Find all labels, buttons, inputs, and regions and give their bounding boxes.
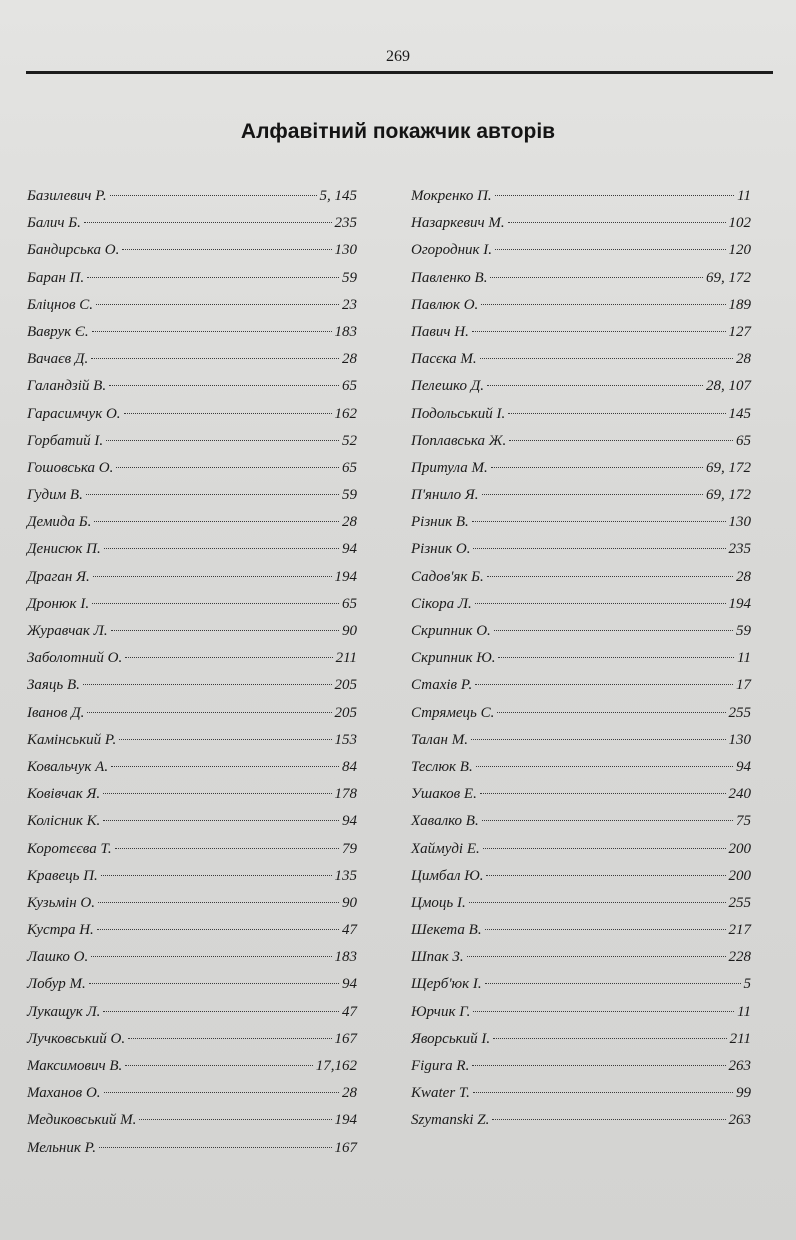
index-entry	[411, 237, 751, 264]
dot-leader	[125, 1052, 312, 1067]
page-numbers: 263	[728, 1112, 751, 1129]
page-numbers: 178	[334, 786, 357, 803]
dot-leader	[467, 943, 726, 958]
index-entry	[27, 971, 357, 998]
page-numbers: 69, 172	[706, 269, 751, 286]
dot-leader	[480, 780, 726, 795]
dot-leader	[92, 317, 332, 332]
index-entry	[27, 700, 357, 727]
page-numbers: 11	[737, 1003, 751, 1020]
author-name: Журавчак Л.	[27, 623, 108, 639]
page-numbers: 47	[342, 922, 357, 939]
dot-leader	[485, 916, 726, 931]
page-numbers: 75	[736, 813, 751, 830]
index-entry	[411, 265, 751, 292]
page-numbers: 194	[334, 568, 357, 585]
dot-leader	[122, 236, 331, 251]
dot-leader	[128, 1024, 331, 1039]
author-name: Цмоць І.	[411, 894, 466, 911]
index-entry	[27, 1135, 357, 1162]
dot-leader	[473, 997, 734, 1012]
author-name: Павич Н.	[411, 323, 469, 340]
page-numbers: 84	[342, 758, 357, 775]
author-name: Павлюк О.	[411, 296, 479, 313]
dot-leader	[497, 698, 725, 713]
dot-leader	[87, 263, 339, 278]
dot-leader	[495, 236, 725, 251]
index-entry	[27, 591, 357, 618]
dot-leader	[98, 888, 339, 903]
author-name: Поплавська Ж.	[411, 432, 507, 449]
author-name: Ковівчак Я.	[27, 786, 101, 803]
dot-leader	[86, 481, 339, 496]
index-entry	[411, 509, 751, 536]
author-name: Огородник І.	[411, 242, 493, 259]
author-name: Пелешко Д.	[411, 378, 485, 395]
page-numbers: 130	[334, 242, 357, 259]
index-entry	[27, 645, 357, 672]
dot-leader	[101, 861, 332, 876]
index-entry	[27, 346, 357, 373]
index-entry	[411, 292, 751, 319]
index-entry	[27, 183, 357, 210]
index-entry	[27, 944, 357, 971]
page-numbers: 183	[334, 323, 357, 340]
index-entry	[411, 999, 751, 1026]
page-numbers: 200	[728, 867, 751, 884]
dot-leader	[116, 453, 339, 468]
dot-leader	[487, 562, 733, 577]
author-name: Хаймуді Е.	[411, 840, 480, 857]
author-name: Садов'як Б.	[411, 568, 484, 585]
page-numbers: 65	[342, 459, 357, 476]
dot-leader	[494, 617, 733, 632]
author-name: Шекета В.	[411, 922, 482, 939]
page-numbers: 211	[335, 650, 357, 667]
dot-leader	[139, 1106, 331, 1121]
dot-leader	[509, 426, 733, 441]
page-numbers: 235	[334, 215, 357, 232]
dot-leader	[103, 780, 331, 795]
dot-leader	[495, 182, 734, 197]
page-numbers: 130	[728, 731, 751, 748]
dot-leader	[124, 399, 332, 414]
dot-leader	[481, 290, 725, 305]
author-name: Денисюк П.	[27, 541, 101, 558]
author-name: Демида Б.	[27, 514, 92, 531]
dot-leader	[91, 345, 339, 360]
index-entry	[411, 591, 751, 618]
index-entry	[27, 265, 357, 292]
author-name: Стрямець С.	[411, 704, 495, 721]
dot-leader	[471, 725, 726, 740]
dot-leader	[84, 209, 332, 224]
author-name: Стахів Р.	[411, 677, 473, 694]
author-name: Іванов Д.	[27, 704, 85, 721]
author-name: Баран П.	[27, 269, 85, 286]
author-name: Павленко В.	[411, 269, 488, 286]
index-entry	[27, 672, 357, 699]
author-name: Камінський Р.	[27, 731, 117, 748]
index-entry	[411, 1080, 751, 1107]
index-entry	[27, 890, 357, 917]
author-name: Юрчик Г.	[411, 1003, 471, 1020]
index-entry	[27, 482, 357, 509]
header-rule	[26, 71, 773, 74]
index-entry	[411, 971, 751, 998]
page-numbers: 94	[342, 541, 357, 558]
dot-leader	[475, 671, 733, 686]
page-numbers: 94	[736, 758, 751, 775]
page-numbers: 28	[736, 351, 751, 368]
dot-leader	[103, 807, 339, 822]
index-entry	[27, 319, 357, 346]
page-numbers: 145	[728, 405, 751, 422]
dot-leader	[119, 725, 331, 740]
author-name: Теслюк В.	[411, 758, 473, 775]
dot-leader	[508, 209, 726, 224]
dot-leader	[92, 589, 339, 604]
author-name: Бліцнов С.	[27, 296, 94, 313]
author-name: Горбатий І.	[27, 432, 104, 449]
index-entry	[27, 999, 357, 1026]
index-entry	[411, 836, 751, 863]
dot-leader	[472, 1052, 725, 1067]
dot-leader	[115, 834, 339, 849]
page-numbers: 90	[342, 894, 357, 911]
index-entry	[411, 373, 751, 400]
index-entry	[411, 944, 751, 971]
author-name: Балич Б.	[27, 215, 81, 232]
index-entry	[411, 401, 751, 428]
index-entry	[27, 727, 357, 754]
page-numbers: 17,162	[315, 1058, 357, 1074]
page-numbers: 205	[334, 704, 357, 721]
author-name: Колісник К.	[27, 813, 101, 830]
dot-leader	[498, 644, 734, 659]
author-name: Різник О.	[411, 541, 471, 558]
page-numbers: 11	[737, 188, 751, 204]
page-numbers: 228	[728, 949, 751, 966]
dot-leader	[106, 426, 339, 441]
index-entry	[27, 1080, 357, 1107]
page-numbers: 90	[342, 623, 357, 639]
author-name: Сікора Л.	[411, 595, 472, 612]
dot-leader	[490, 263, 703, 278]
dot-leader	[472, 508, 726, 523]
page-numbers: 255	[728, 894, 751, 911]
page-numbers: 99	[736, 1085, 751, 1102]
page-numbers: 217	[728, 922, 751, 939]
page-numbers: 94	[342, 976, 357, 993]
index-entry	[411, 863, 751, 890]
author-name: Яворський І.	[411, 1030, 491, 1047]
author-name: Галандзій В.	[27, 378, 107, 395]
author-name: Мельник Р.	[27, 1139, 97, 1156]
author-name: Пасєка М.	[411, 351, 477, 368]
dot-leader	[473, 535, 725, 550]
page-numbers: 28	[342, 514, 357, 531]
dot-leader	[492, 1106, 725, 1121]
author-name: Кравець П.	[27, 867, 98, 884]
author-name: Назаркевич М.	[411, 215, 505, 232]
dot-leader	[104, 535, 339, 550]
author-name: Лобур М.	[27, 976, 86, 993]
author-name: Ковальчук А.	[27, 758, 109, 775]
index-entry	[27, 618, 357, 645]
dot-leader	[91, 943, 331, 958]
dot-leader	[472, 317, 726, 332]
index-entry	[411, 890, 751, 917]
page-numbers: 59	[342, 487, 357, 504]
author-name: Базилевич Р.	[27, 188, 107, 204]
author-name: Драган Я.	[27, 568, 90, 585]
page-numbers: 23	[342, 296, 357, 313]
page-numbers: 130	[728, 514, 751, 531]
page-numbers: 65	[342, 378, 357, 395]
author-name: Талан М.	[411, 731, 468, 748]
author-name: Лукащук Л.	[27, 1003, 101, 1020]
dot-leader	[96, 290, 339, 305]
page-numbers: 28	[342, 351, 357, 368]
dot-leader	[486, 861, 725, 876]
index-entry	[411, 917, 751, 944]
dot-leader	[473, 1079, 733, 1094]
page-numbers: 102	[728, 215, 751, 232]
page-numbers: 167	[334, 1139, 357, 1156]
dot-leader	[482, 481, 703, 496]
index-entry	[411, 672, 751, 699]
dot-leader	[99, 1133, 331, 1148]
page-numbers: 183	[334, 949, 357, 966]
author-name: Коротєєва Т.	[27, 840, 112, 857]
index-entry	[27, 373, 357, 400]
page-numbers: 28, 107	[706, 378, 751, 395]
index-entry	[411, 536, 751, 563]
dot-leader	[97, 916, 339, 931]
page-numbers: 69, 172	[706, 459, 751, 476]
author-name: Ушаков Е.	[411, 786, 477, 803]
author-name: Заболотний О.	[27, 650, 123, 667]
page-numbers: 94	[342, 813, 357, 830]
page-numbers: 11	[737, 650, 751, 667]
author-name: Дронюк І.	[27, 595, 90, 612]
page-numbers: 59	[736, 623, 751, 639]
author-name: Подольський І.	[411, 405, 506, 422]
index-entry	[411, 727, 751, 754]
author-name: Хавалко В.	[411, 813, 479, 830]
page-numbers: 167	[334, 1030, 357, 1047]
author-name: Різник В.	[411, 514, 469, 531]
page-number: 269	[386, 48, 410, 65]
author-name: Шпак З.	[411, 949, 464, 966]
author-name: Цимбал Ю.	[411, 867, 484, 884]
page-numbers: 194	[334, 1112, 357, 1129]
dot-leader	[111, 752, 339, 767]
dot-leader	[487, 372, 703, 387]
author-name: Заяць В.	[27, 677, 80, 694]
index-entry	[411, 1053, 751, 1080]
author-name: Максимович В.	[27, 1058, 123, 1074]
index-entry	[411, 210, 751, 237]
author-name: Притула М.	[411, 459, 488, 476]
author-name: Кузьмін О.	[27, 894, 95, 911]
dot-leader	[476, 752, 733, 767]
index-entry	[411, 754, 751, 781]
index-entry	[411, 781, 751, 808]
page-numbers: 200	[728, 840, 751, 857]
author-name: Маханов О.	[27, 1085, 101, 1102]
page-numbers: 255	[728, 704, 751, 721]
index-entry	[27, 428, 357, 455]
index-entry	[27, 1026, 357, 1053]
index-entry	[27, 509, 357, 536]
author-name: Скрипник Ю.	[411, 650, 496, 667]
index-entry	[27, 917, 357, 944]
dot-leader	[83, 671, 332, 686]
dot-leader	[89, 970, 339, 985]
dot-leader	[111, 617, 339, 632]
page-numbers: 28	[736, 568, 751, 585]
author-name: Ваврук Є.	[27, 323, 89, 340]
dot-leader	[480, 345, 733, 360]
dot-leader	[104, 1079, 339, 1094]
dot-leader	[475, 589, 726, 604]
index-entry	[27, 808, 357, 835]
page-numbers: 205	[334, 677, 357, 694]
page-numbers: 263	[728, 1058, 751, 1074]
index-entry	[411, 455, 751, 482]
dot-leader	[94, 508, 339, 523]
page-numbers: 127	[728, 323, 751, 340]
page-numbers: 59	[342, 269, 357, 286]
author-name: Скрипник О.	[411, 623, 491, 639]
author-name: Лашко О.	[27, 949, 89, 966]
dot-leader	[109, 372, 339, 387]
page-numbers: 211	[729, 1030, 751, 1047]
index-entry	[411, 183, 751, 210]
author-name: Бандирська О.	[27, 242, 120, 259]
page-numbers: 5	[743, 976, 751, 993]
page-numbers: 162	[334, 405, 357, 422]
dot-leader	[469, 888, 726, 903]
index-entry	[411, 482, 751, 509]
dot-leader	[485, 970, 741, 985]
page-numbers: 5, 145	[319, 188, 357, 204]
index-entry	[27, 237, 357, 264]
index-entry	[27, 292, 357, 319]
index-entry	[27, 401, 357, 428]
page-numbers: 52	[342, 432, 357, 449]
author-name: Вачаєв Д.	[27, 351, 89, 368]
author-name: Гошовська О.	[27, 459, 114, 476]
index-entry	[27, 1107, 357, 1134]
page-numbers: 47	[342, 1003, 357, 1020]
author-name: Figura R.	[411, 1058, 470, 1074]
page-numbers: 17	[736, 677, 751, 694]
index-entry	[411, 808, 751, 835]
index-entry	[411, 428, 751, 455]
page-numbers: 240	[728, 786, 751, 803]
index-entry	[27, 863, 357, 890]
dot-leader	[483, 834, 726, 849]
index-entry	[411, 618, 751, 645]
index-entry	[27, 536, 357, 563]
page-numbers: 153	[334, 731, 357, 748]
author-name: Медиковський М.	[27, 1112, 137, 1129]
index-column-right	[411, 183, 751, 1135]
index-column-left	[27, 183, 357, 1162]
author-name: Гудим В.	[27, 487, 83, 504]
page-numbers: 65	[342, 595, 357, 612]
author-name: Szymanski Z.	[411, 1112, 490, 1129]
author-name: Kwater T.	[411, 1085, 470, 1102]
index-entry	[27, 1053, 357, 1080]
dot-leader	[93, 562, 332, 577]
author-name: Гарасимчук О.	[27, 405, 121, 422]
dot-leader	[482, 807, 733, 822]
dot-leader	[103, 997, 339, 1012]
dot-leader	[493, 1024, 726, 1039]
index-entry	[411, 1026, 751, 1053]
page-numbers: 194	[728, 595, 751, 612]
author-name: Щерб'юк І.	[411, 976, 482, 993]
dot-leader	[491, 453, 703, 468]
index-entry	[27, 564, 357, 591]
page-numbers: 69, 172	[706, 487, 751, 504]
dot-leader	[87, 698, 331, 713]
dot-leader	[125, 644, 332, 659]
dot-leader	[110, 182, 317, 197]
page-numbers: 65	[736, 432, 751, 449]
page-numbers: 28	[342, 1085, 357, 1102]
author-name: П'янило Я.	[411, 487, 479, 504]
page-title: Алфавітний покажчик авторів	[240, 120, 556, 143]
page-numbers: 120	[728, 242, 751, 259]
page-numbers: 235	[728, 541, 751, 558]
index-entry	[411, 346, 751, 373]
page-numbers: 79	[342, 840, 357, 857]
index-entry	[411, 645, 751, 672]
index-entry	[27, 754, 357, 781]
page-numbers: 135	[334, 867, 357, 884]
index-entry	[27, 210, 357, 237]
index-entry	[27, 836, 357, 863]
author-name: Кустра Н.	[27, 922, 94, 939]
author-name: Мокренко П.	[411, 188, 492, 204]
index-entry	[27, 455, 357, 482]
index-entry	[411, 564, 751, 591]
page-numbers: 189	[728, 296, 751, 313]
index-entry	[411, 1107, 751, 1134]
index-entry	[411, 700, 751, 727]
author-name: Лучковський О.	[27, 1030, 126, 1047]
index-entry	[411, 319, 751, 346]
dot-leader	[508, 399, 725, 414]
index-entry	[27, 781, 357, 808]
